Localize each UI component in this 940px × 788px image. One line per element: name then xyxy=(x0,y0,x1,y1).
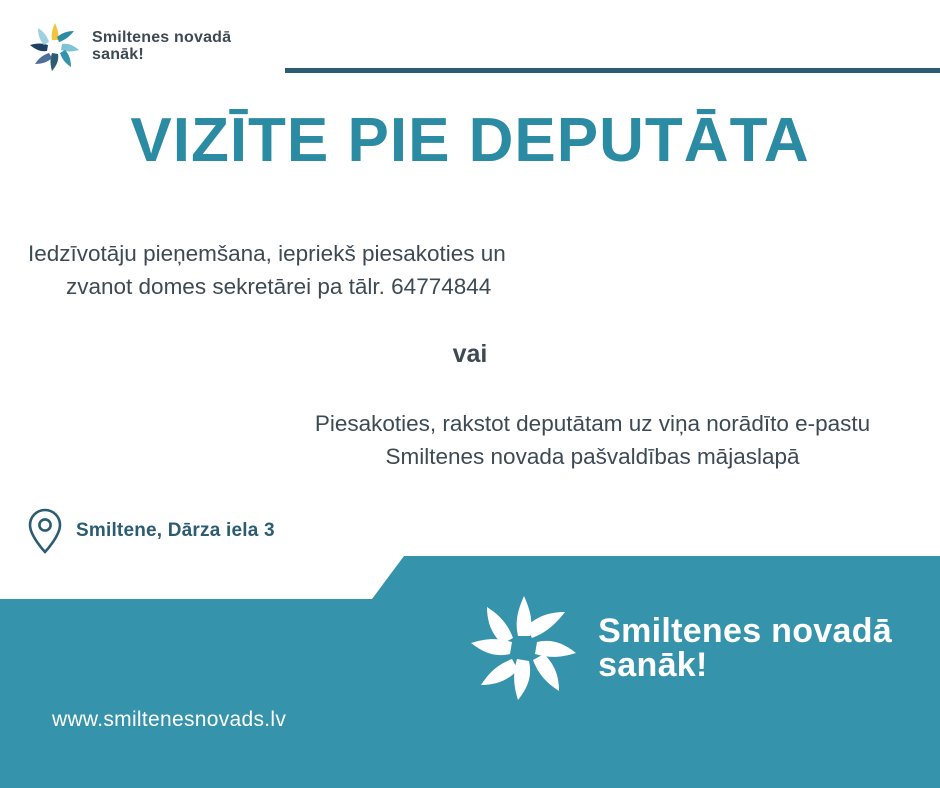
header-wordmark xyxy=(92,30,231,63)
header-divider xyxy=(285,68,940,73)
footer-wordmark-line2: sanāk! xyxy=(598,646,708,684)
smiltene-flower-logo-icon xyxy=(28,20,82,74)
info-paragraph-primary xyxy=(28,238,668,303)
info-paragraph-primary-line2: zvanot domes sekretārei pa tālr. 64774844 xyxy=(66,273,492,299)
footer-website[interactable]: www.smiltenesnovads.lv xyxy=(52,708,287,731)
smiltene-flower-logo-icon xyxy=(468,592,580,704)
footer-logo xyxy=(468,592,892,704)
footer-wordmark xyxy=(598,614,892,682)
location-row xyxy=(28,508,275,554)
separator-word: vai xyxy=(452,340,488,368)
map-pin-icon xyxy=(28,508,62,554)
info-paragraph-secondary: Piesakoties, rakstot deputātam uz viņa norādīto e-pastu Smiltenes novada pašvaldības mājaslapā xyxy=(314,411,871,469)
header-logo xyxy=(28,20,231,74)
footer-wordmark-line1: Smiltenes novadā xyxy=(598,612,892,650)
page-title: VIZĪTE PIE DEPUTĀTA xyxy=(130,106,810,175)
location-address: Smiltene, Dārza iela 3 xyxy=(76,520,275,541)
info-paragraph-primary-line1: Iedzīvotāju pieņemšana, iepriekš piesakoties un xyxy=(28,241,506,266)
header-wordmark-line2: sanāk! xyxy=(92,46,144,63)
header-wordmark-line1: Smiltenes novadā xyxy=(92,29,232,47)
